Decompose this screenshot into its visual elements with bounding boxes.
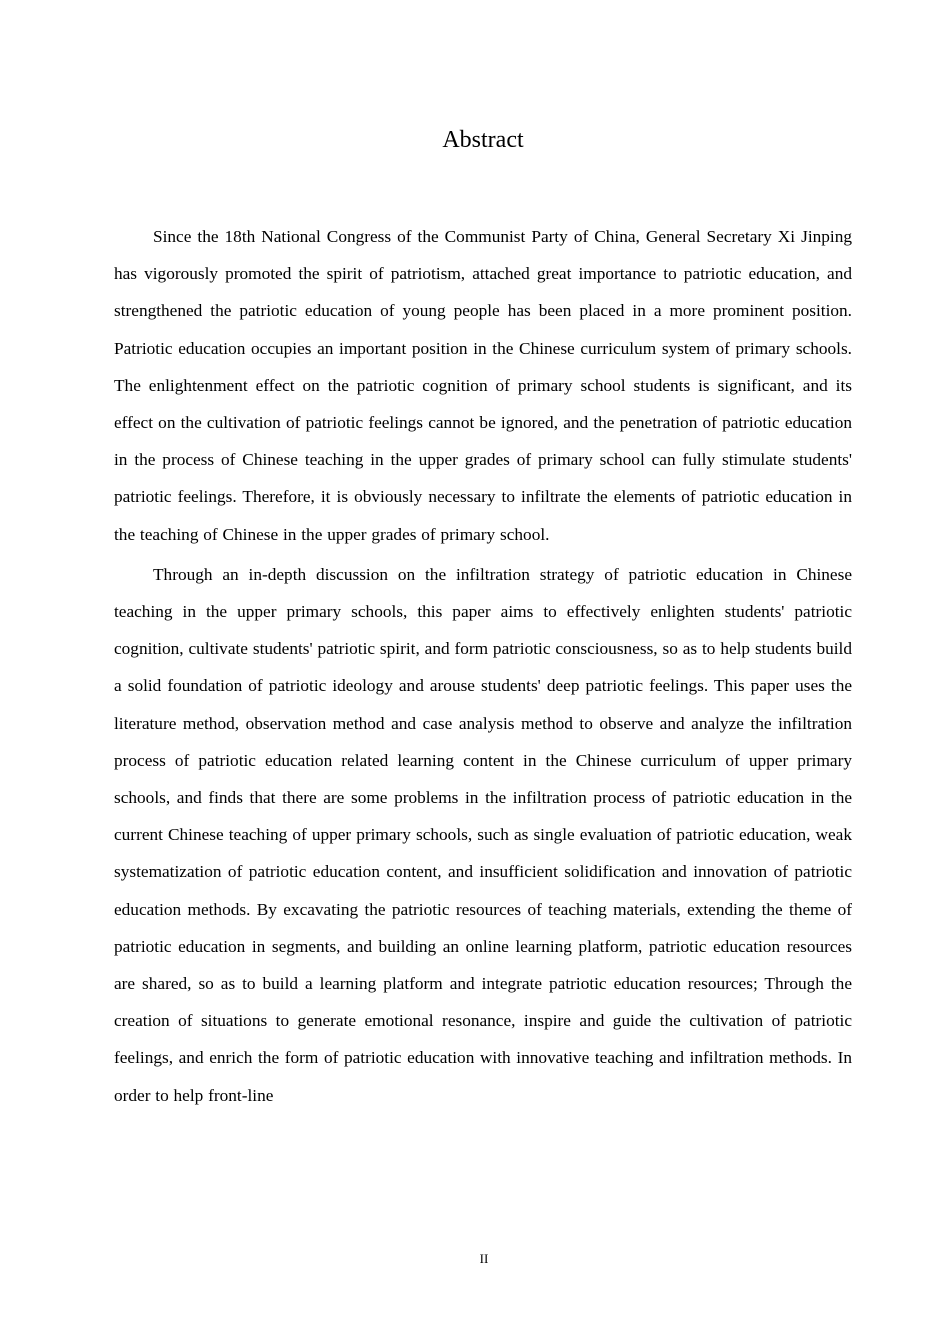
abstract-heading: Abstract bbox=[442, 127, 524, 153]
abstract-paragraph-2: Through an in-depth discussion on the infiltration strategy of patriotic education in Chinese teaching in the upper primary schools, this paper aims to effectively enlighten students' patriotic cognition, cultivate students' patriotic spirit, and form patriotic consciousness, so as to help students build a solid foundation of patriotic ideology and arouse students' deep patriotic feelings. This paper uses the literature method, observation method and case analysis method to observe and analyze the infiltration process of patriotic education related learning content in the Chinese curriculum of upper primary schools, and finds that there are some problems in the infiltration process of patriotic education in the current Chinese teaching of upper primary schools, such as single evaluation of patriotic education, weak systematization of patriotic education content, and insufficient solidification and innovation of patriotic education methods. By excavating the patriotic resources of teaching materials, extending the theme of patriotic education in segments, and building an online learning platform, patriotic education resources are shared, so as to build a learning platform and integrate patriotic education resources; Through the creation of situations to generate emotional resonance, inspire and guide the cultivation of patriotic feelings, and enrich the form of patriotic education with innovative teaching and infiltration methods. In order to help front-line bbox=[114, 564, 852, 1105]
abstract-body bbox=[114, 218, 852, 1114]
page-number: II bbox=[479, 1251, 489, 1266]
abstract-paragraph-1: Since the 18th National Congress of the Communist Party of China, General Secretary Xi Jinping has vigorously promoted the spirit of patriotism, attached great importance to patriotic education, and strengthened the patriotic education of young people has been placed in a more prominent position. Patriotic education occupies an important position in the Chinese curriculum system of primary schools. The enlightenment effect on the patriotic cognition of primary school students is significant, and its effect on the cultivation of patriotic feelings cannot be ignored, and the penetration of patriotic education in the process of Chinese teaching in the upper grades of primary school can fully stimulate students' patriotic feelings. Therefore, it is obviously necessary to infiltrate the elements of patriotic education in the teaching of Chinese in the upper grades of primary school. bbox=[114, 227, 852, 544]
